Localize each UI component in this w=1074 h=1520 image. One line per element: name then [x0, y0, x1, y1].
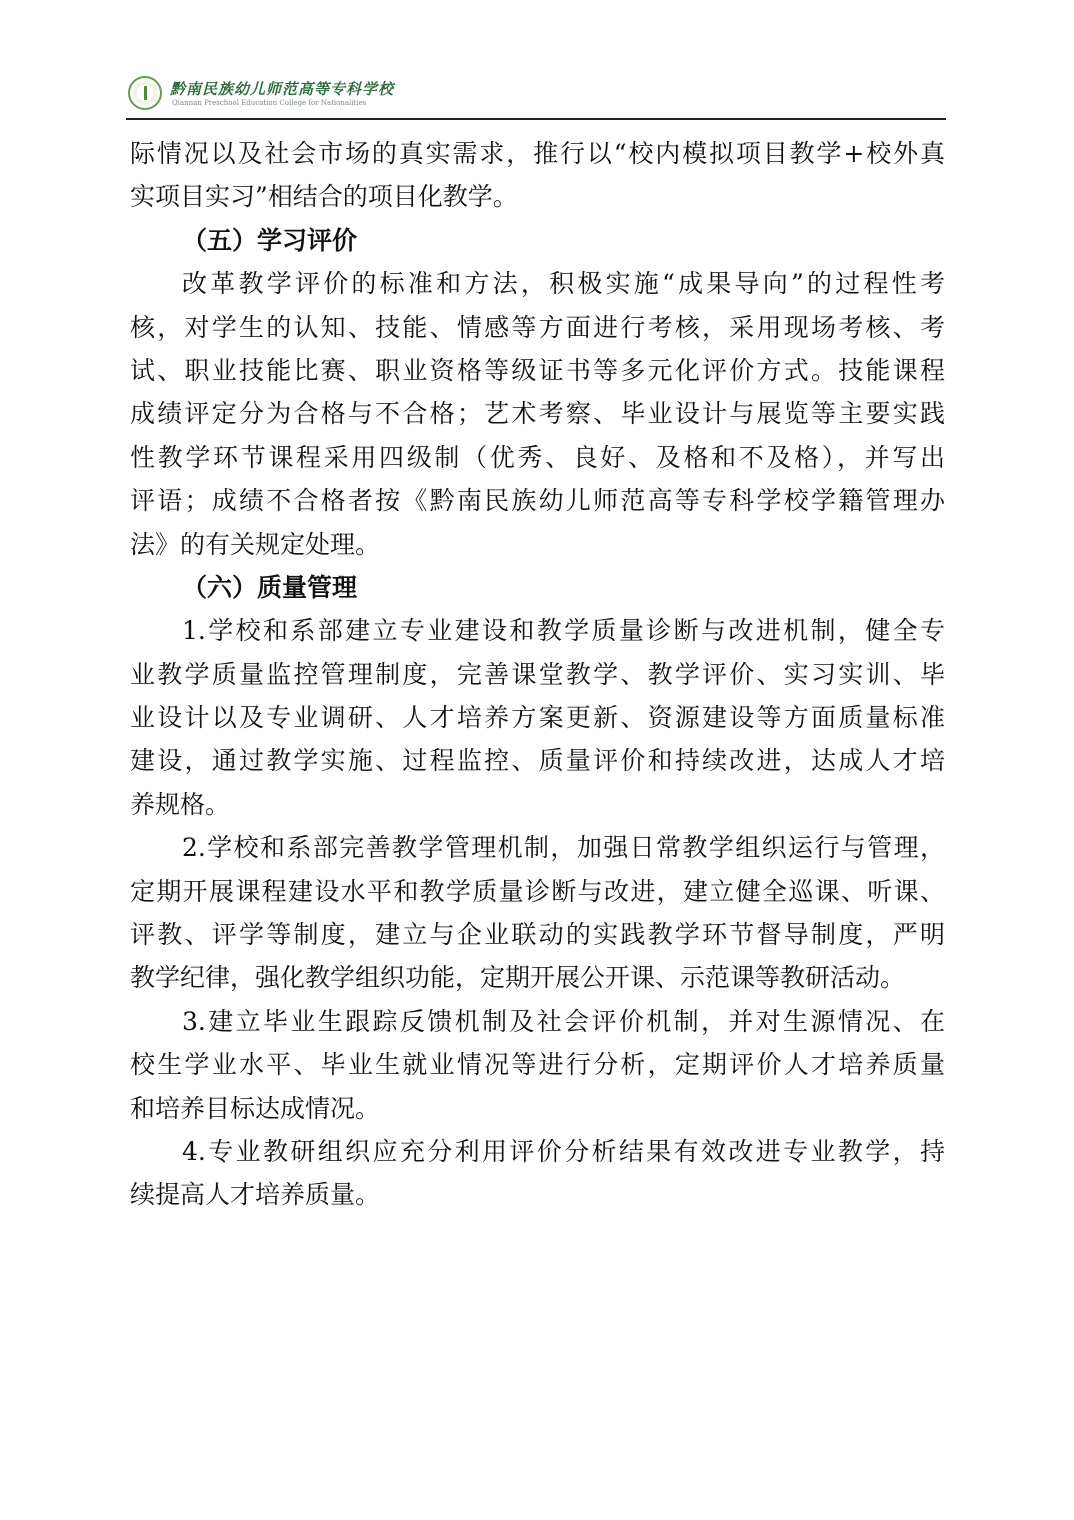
text-line: 续提高人才培养质量。: [130, 1180, 381, 1210]
text-line: 1.学校和系部建立专业建设和教学质量诊断与改进机制，健全专: [182, 616, 945, 646]
text-line: 教学纪律，强化教学组织功能，定期开展公开课、示范课等教研活动。: [130, 963, 906, 993]
text-line: 业设计以及专业调研、人才培养方案更新、资源建设等方面质量标准: [130, 703, 945, 733]
section-heading: [130, 566, 945, 609]
paragraph: [130, 1130, 945, 1217]
text-line: 和培养目标达成情况。: [130, 1093, 381, 1123]
text-line: 际情况以及社会市场的真实需求，推行以“校内模拟项目教学+校外真: [130, 139, 945, 168]
text-line: 成绩评定分为合格与不合格；艺术考察、毕业设计与展览等主要实践: [130, 399, 945, 429]
text-line: 核，对学生的认知、技能、情感等方面进行考核，采用现场考核、考: [130, 312, 945, 342]
text-line: 试、职业技能比赛、职业资格等级证书等多元化评价方式。技能课程: [130, 355, 945, 385]
text-line: （五）学习评价: [182, 225, 358, 255]
school-name-en: Qiannan Preschool Education College for Nationalities: [172, 99, 367, 107]
text-line: 3.建立毕业生跟踪反馈机制及社会评价机制，并对生源情况、在: [182, 1006, 945, 1036]
school-logo-icon: [128, 76, 162, 110]
text-line: 2.学校和系部完善教学管理机制，加强日常教学组织运行与管理，: [182, 833, 945, 863]
text-line: 养规格。: [130, 789, 231, 819]
paragraph: [130, 1000, 945, 1130]
text-line: 实项目实习”相结合的项目化教学。: [130, 182, 518, 212]
paragraph: [130, 826, 945, 1000]
school-name-cn: 黔南民族幼儿师范高等专科学校: [170, 80, 395, 98]
paragraph: [130, 132, 945, 219]
text-line: 法》的有关规定处理。: [130, 529, 381, 559]
text-line: 评语；成绩不合格者按《黔南民族幼儿师范高等专科学校学籍管理办: [130, 486, 945, 516]
document-body: [130, 132, 945, 1217]
text-line: 改革教学评价的标准和方法，积极实施“成果导向”的过程性考: [182, 269, 945, 299]
text-line: （六）质量管理: [182, 572, 358, 602]
text-line: 4.专业教研组织应充分利用评价分析结果有效改进专业教学，持: [182, 1136, 945, 1166]
text-line: 业教学质量监控管理制度，完善课堂教学、教学评价、实习实训、毕: [130, 659, 945, 689]
text-line: 定期开展课程建设水平和教学质量诊断与改进，建立健全巡课、听课、: [130, 876, 945, 906]
text-line: 性教学环节课程采用四级制（优秀、良好、及格和不及格），并写出: [130, 442, 945, 472]
text-line: 评教、评学等制度，建立与企业联动的实践教学环节督导制度，严明: [130, 920, 945, 950]
section-heading: [130, 219, 945, 262]
text-line: 建设，通过教学实施、过程监控、质量评价和持续改进，达成人才培: [130, 746, 945, 776]
page-header: [126, 72, 946, 120]
text-line: 校生学业水平、毕业生就业情况等进行分析，定期评价人才培养质量: [130, 1050, 945, 1080]
paragraph: [130, 609, 945, 826]
paragraph: [130, 262, 945, 566]
